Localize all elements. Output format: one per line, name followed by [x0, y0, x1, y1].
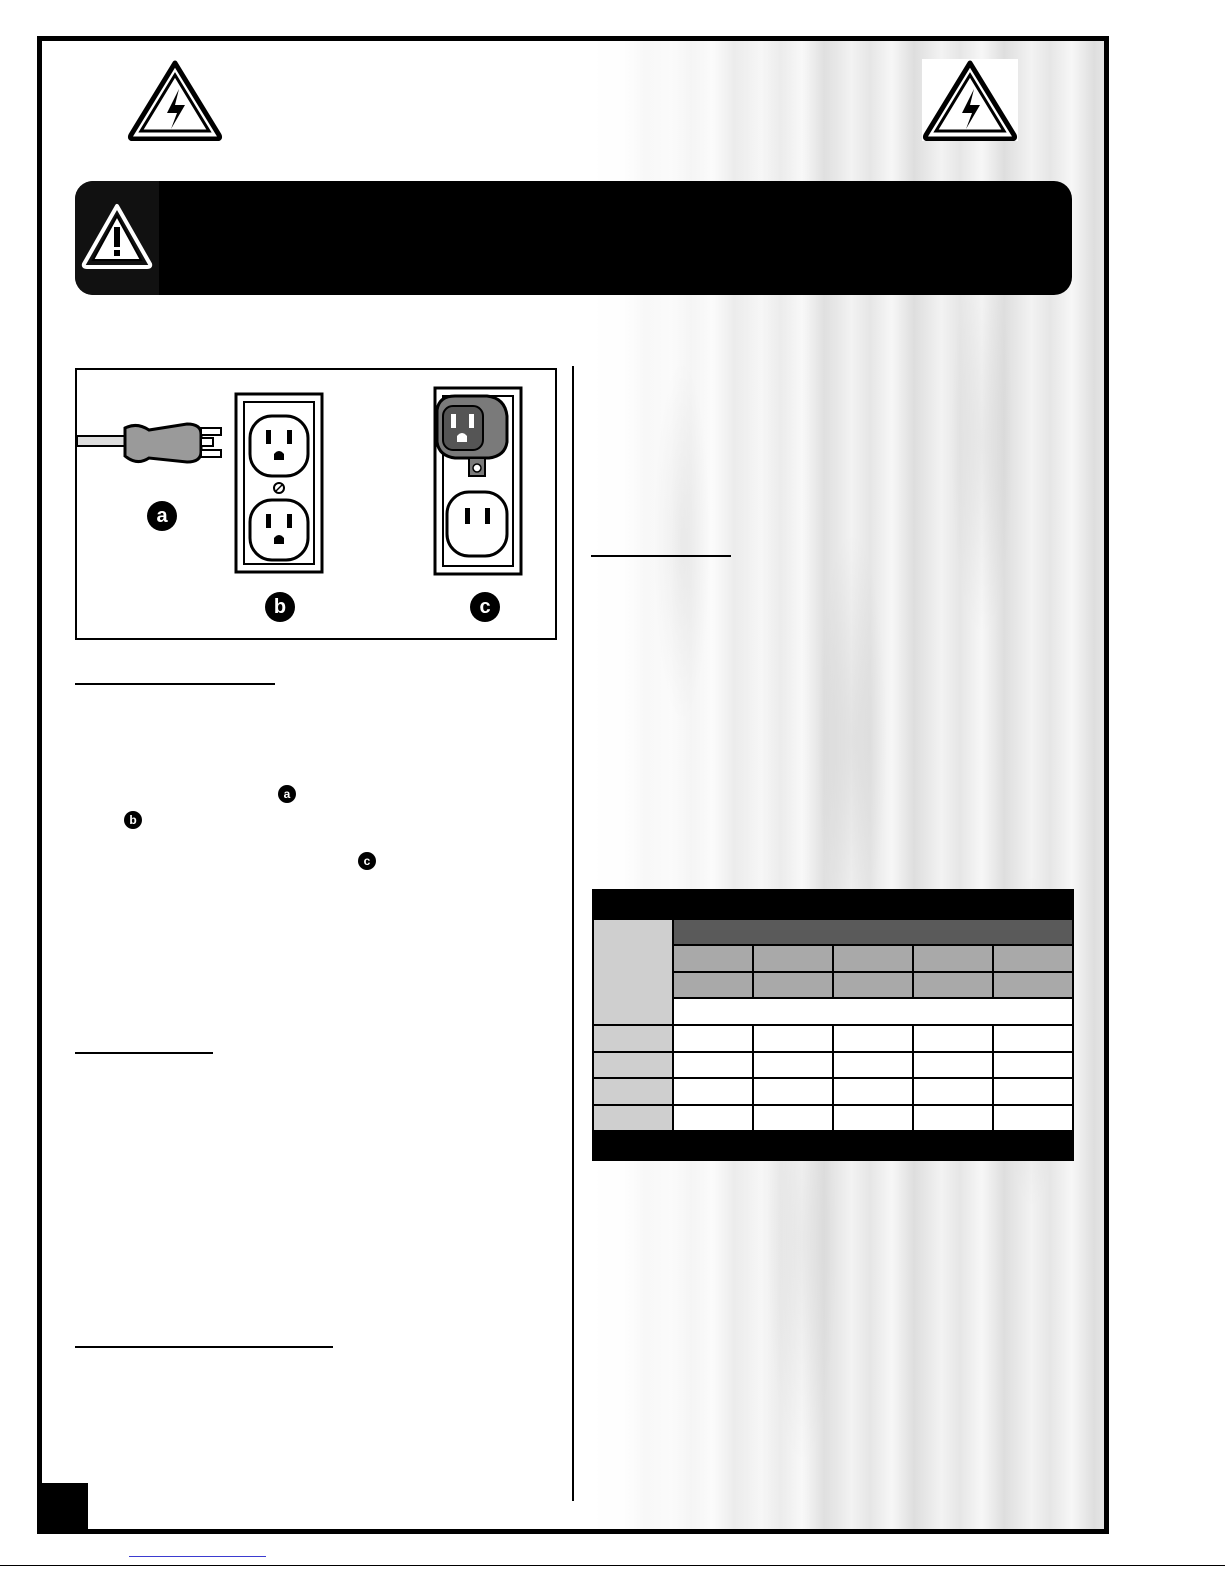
extension-cord-table: [592, 889, 1074, 1161]
table-cell: [913, 1078, 993, 1105]
table-cell: [913, 1105, 993, 1132]
table-cell: [753, 1025, 833, 1052]
table-cell: [993, 972, 1073, 999]
table-cell: [673, 1078, 753, 1105]
table-row: [593, 919, 1073, 946]
high-voltage-warning-icon: [922, 59, 1018, 141]
table-cell: [673, 1025, 753, 1052]
table-cell: [753, 1052, 833, 1079]
table-row-label: [593, 1078, 673, 1105]
grounding-figure: [75, 368, 557, 640]
three-prong-plug-illustration: [77, 410, 227, 480]
table-cell: [993, 1025, 1073, 1052]
table-cell: [833, 972, 913, 999]
table-cell: [833, 1025, 913, 1052]
warning-banner-icon-cell: [75, 181, 159, 295]
figure-label-c: c: [470, 592, 500, 622]
table-cell: [673, 972, 753, 999]
table-cell: [753, 945, 833, 972]
table-cell: [673, 1105, 753, 1132]
inline-ref-c: c: [358, 852, 376, 870]
section-heading-rule: [75, 1346, 333, 1348]
table-cell: [913, 1052, 993, 1079]
adapter-outlet-illustration: [431, 384, 525, 578]
table-cell: [673, 1052, 753, 1079]
table-footer-bar: [593, 1131, 1073, 1160]
table-title-bar: [593, 890, 1073, 919]
table-cell: [913, 1025, 993, 1052]
table-cell: [833, 1078, 913, 1105]
table-row-label: [593, 1105, 673, 1132]
section-heading-rule: [75, 683, 275, 685]
table-cell: [993, 1052, 1073, 1079]
table-cell: [913, 972, 993, 999]
table-cell: [913, 945, 993, 972]
high-voltage-warning-icon: [127, 59, 223, 141]
table-cell: [833, 1052, 913, 1079]
table-row: [593, 890, 1073, 919]
inline-ref-a: a: [278, 785, 296, 803]
table-cell: [753, 1105, 833, 1132]
table-cell: [833, 1105, 913, 1132]
table-row: [593, 1078, 1073, 1105]
inline-ref-b: b: [124, 811, 142, 829]
table-row: [593, 1131, 1073, 1160]
table-cell: [993, 1078, 1073, 1105]
caution-exclamation-icon: [81, 203, 153, 269]
warning-banner: [75, 181, 1072, 295]
table-subheader: [673, 998, 1073, 1025]
page-number-tab: [42, 1483, 88, 1529]
table-cell: [753, 1078, 833, 1105]
table-cell: [833, 945, 913, 972]
table-row-label: [593, 1025, 673, 1052]
table-header-band: [673, 919, 1073, 946]
table-cell: [993, 945, 1073, 972]
column-divider: [572, 366, 574, 1501]
table-cell: [993, 1105, 1073, 1132]
table-row: [593, 1105, 1073, 1132]
figure-label-a: a: [147, 501, 177, 531]
table-cell: [673, 945, 753, 972]
table-row: [593, 1025, 1073, 1052]
footer-link[interactable]: [129, 1556, 266, 1557]
page-bottom-rule: [0, 1565, 1225, 1566]
figure-label-b: b: [265, 592, 295, 622]
page-frame: [37, 36, 1109, 1534]
table-row: [593, 1052, 1073, 1079]
table-row-header: [593, 919, 673, 1025]
table-row-label: [593, 1052, 673, 1079]
table-cell: [753, 972, 833, 999]
grounded-outlet-illustration: [234, 392, 326, 576]
section-heading-rule: [591, 555, 731, 557]
section-heading-rule: [75, 1052, 213, 1054]
